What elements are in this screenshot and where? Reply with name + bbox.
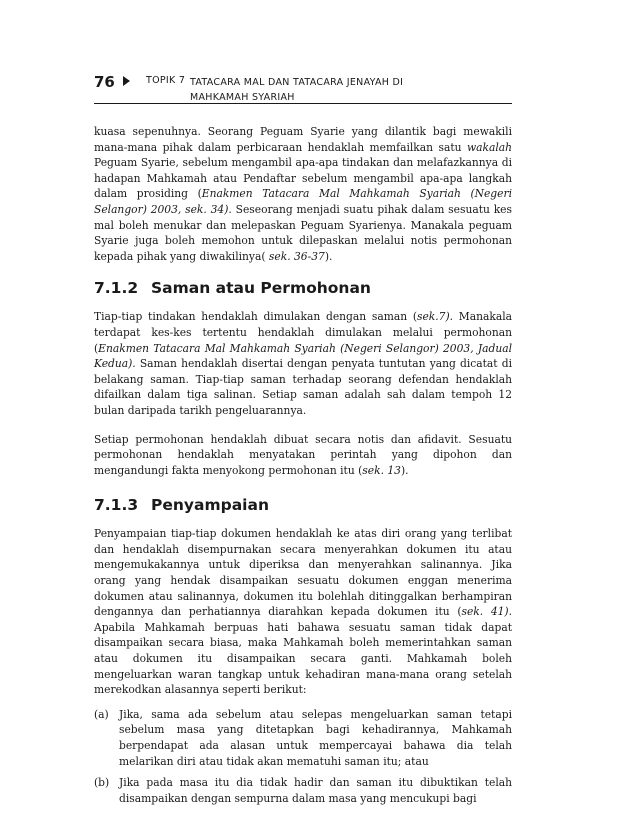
text-run: Peguam Syarie, sebelum mengambil apa-apa tindakan dan melafazkannya di hadapan Mahkamah atau Pendaftar sebelum mengambil apa-apa langkah dalam prosiding (	[94, 156, 512, 201]
italic-run: Enakmen Tatacara Mal Mahkamah Syariah (Negeri Selangor) 2003, sek. 34).	[94, 187, 512, 216]
running-header	[94, 73, 512, 105]
page-body	[94, 124, 512, 812]
list-item	[94, 707, 512, 769]
italic-run: Enakmen Tatacara Mal Mahkamah Syariah (Negeri Selangor) 2003, Jadual Kedua).	[94, 341, 512, 371]
italic-run: sek. 36-37	[268, 249, 325, 263]
chapter-title-line-2: MAHKAMAH SYARIAH	[190, 92, 295, 103]
section-title: Saman atau Permohonan	[151, 279, 371, 298]
paragraph	[94, 526, 512, 698]
text-run: Seseorang menjadi suatu pihak dalam sesuatu kes mal boleh menukar dan melepaskan Peguam Syarienya. Manakala peguam Syarie juga boleh memohon untuk dilepaskan melalui notis permohonan kepada pihak yang diwakilinya(	[94, 202, 512, 263]
text-run: kuasa sepenuhnya. Seorang Peguam Syarie yang dilantik bagi mewakili mana-mana pihak dalam perbicaraan hendaklah memfailkan satu	[94, 125, 512, 154]
list-marker: (a)	[94, 707, 109, 721]
page-number: 76	[94, 73, 115, 91]
paragraph	[94, 309, 512, 418]
topic-label: TOPIK 7	[146, 75, 186, 86]
section-title: Penyampaian	[151, 496, 269, 515]
section-number: 7.1.2	[94, 279, 139, 298]
section-number: 7.1.3	[94, 496, 139, 515]
text-run: ).	[324, 249, 333, 263]
italic-run: sek. 13	[362, 463, 401, 477]
text-run: Setiap permohonan hendaklah dibuat secara notis dan afidavit. Sesuatu permohonan hendaklah menyatakan perintah yang dipohon dan mengandungi fakta menyokong permohonan itu (	[94, 432, 512, 477]
italic-run: sek. 41).	[461, 605, 512, 619]
list-item	[94, 775, 512, 806]
header-rule	[94, 103, 512, 104]
text-run: Penyampaian tiap-tiap dokumen hendaklah ke atas diri orang yang terlibat dan hendaklah disempurnakan secara menyerahkan dokumen itu atau mengemukakannya untuk diperiksa dan menyerahkan salinannya. Jika orang yang hendak disampaikan sesuatu dokumen enggan menerima dokumen atau salinannya, dokumen itu bolehlah ditinggalkan berhampiran dengannya dan perhatiannya diarahkan kepada dokumen itu (	[94, 527, 512, 619]
list-item-text: Jika, sama ada sebelum atau selepas mengeluarkan saman tetapi sebelum masa yang ditetapkan bagi kehadirannya, Mahkamah berpendapat ada alasan untuk mempercayai bahawa dia telah melarikan diri atau tidak akan mematuhi saman itu; atau	[119, 707, 512, 768]
list-marker: (b)	[94, 776, 110, 790]
text-run: Saman hendaklah disertai dengan penyata tuntutan yang dicatat di belakang saman. Tiap-tiap saman terhadap seorang defendan hendaklah difailkan dalam tiga salinan. Setiap saman adalah sah dalam tempoh 12 bulan daripada tarikh pengeluarannya.	[94, 357, 512, 417]
italic-run: wakalah	[466, 140, 512, 154]
section-heading-7-1-2	[94, 278, 512, 298]
italic-run: sek.7).	[417, 310, 454, 324]
text-run: ).	[400, 463, 409, 477]
chapter-title-line-1: TATACARA MAL DAN TATACARA JENAYAH DI	[190, 77, 404, 88]
intro-paragraph	[94, 124, 512, 264]
list-item-text: Jika pada masa itu dia tidak hadir dan saman itu dibuktikan telah disampaikan dengan sempurna dalam masa yang mencukupi bagi	[119, 776, 512, 805]
paragraph	[94, 432, 512, 479]
text-run: Tiap-tiap tindakan hendaklah dimulakan dengan saman (	[94, 310, 417, 324]
text-run: Apabila Mahkamah berpuas hati bahawa sesuatu saman tidak dapat disampaikan secara biasa, maka Mahkamah boleh memerintahkan saman atau dokumen itu disampaikan secara ganti. Mahkamah boleh mengeluarkan waran tangkap untuk kehadiran mana-mana orang setelah merekodkan alasannya seperti berikut:	[94, 620, 512, 697]
reasons-list	[94, 707, 512, 807]
text-run: Manakala terdapat kes-kes tertentu hendaklah dimulakan melalui permohonan (	[94, 310, 512, 355]
triangle-right-icon	[123, 76, 130, 86]
chapter-title	[190, 75, 403, 105]
section-heading-7-1-3	[94, 495, 512, 515]
